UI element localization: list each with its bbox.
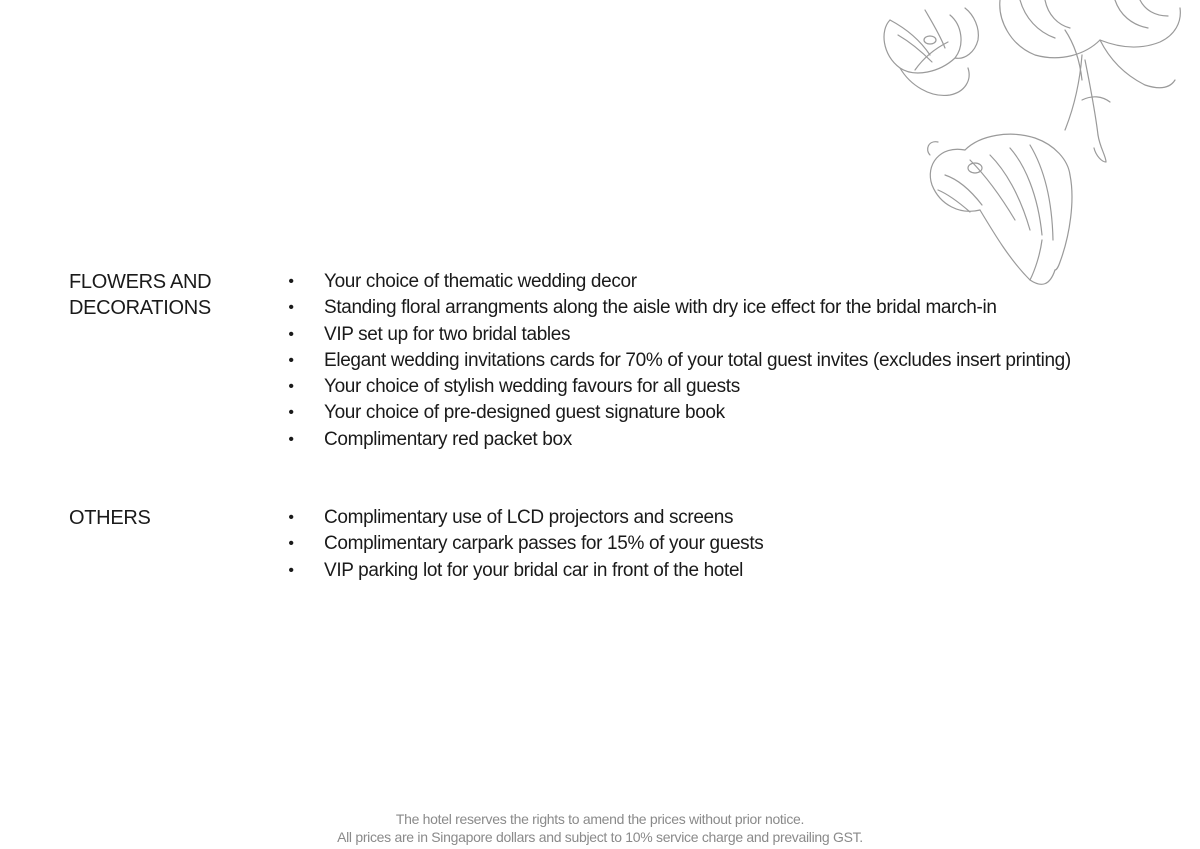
footer-line-1: The hotel reserves the rights to amend the prices without prior notice. xyxy=(395,811,805,827)
bullet-icon: • xyxy=(288,299,294,317)
section-label xyxy=(69,505,269,531)
section-label-line: DECORATIONS xyxy=(69,297,211,319)
footer-notice xyxy=(0,810,1200,846)
item-text: Complimentary use of LCD projectors and screens xyxy=(324,507,734,528)
bullet-icon: • xyxy=(288,378,294,396)
bullet-icon: • xyxy=(288,561,294,579)
item-text: Complimentary red packet box xyxy=(324,428,572,450)
bullet-icon: • xyxy=(288,325,294,343)
section-label-line: FLOWERS AND xyxy=(69,271,212,293)
bullet-icon: • xyxy=(288,273,294,290)
bullet-icon: • xyxy=(288,404,294,422)
section-label-line: OTHERS xyxy=(69,507,151,529)
item-text: VIP parking lot for your bridal car in front of the hotel xyxy=(324,559,744,581)
section-label xyxy=(69,269,269,321)
item-text: Your choice of stylish wedding favours for all guests xyxy=(324,376,740,398)
bullet-icon: • xyxy=(288,509,294,526)
floral-decoration xyxy=(870,0,1200,290)
item-text: VIP set up for two bridal tables xyxy=(324,323,571,345)
item-text: Your choice of pre-designed guest signature book xyxy=(324,402,725,424)
bullet-icon: • xyxy=(288,535,294,553)
item-text: Standing floral arrangments along the aisle with dry ice effect for the bridal march-in xyxy=(324,297,997,319)
item-text: Complimentary carpark passes for 15% of your guests xyxy=(324,533,764,555)
item-text: Elegant wedding invitations cards for 70% of your total guest invites (excludes insert printing) xyxy=(324,349,1071,371)
item-text: Your choice of thematic wedding decor xyxy=(324,271,637,292)
footer-line-2: All prices are in Singapore dollars and subject to 10% service charge and prevailing GST. xyxy=(337,829,863,845)
bullet-icon: • xyxy=(288,430,294,448)
bullet-icon: • xyxy=(288,351,294,369)
